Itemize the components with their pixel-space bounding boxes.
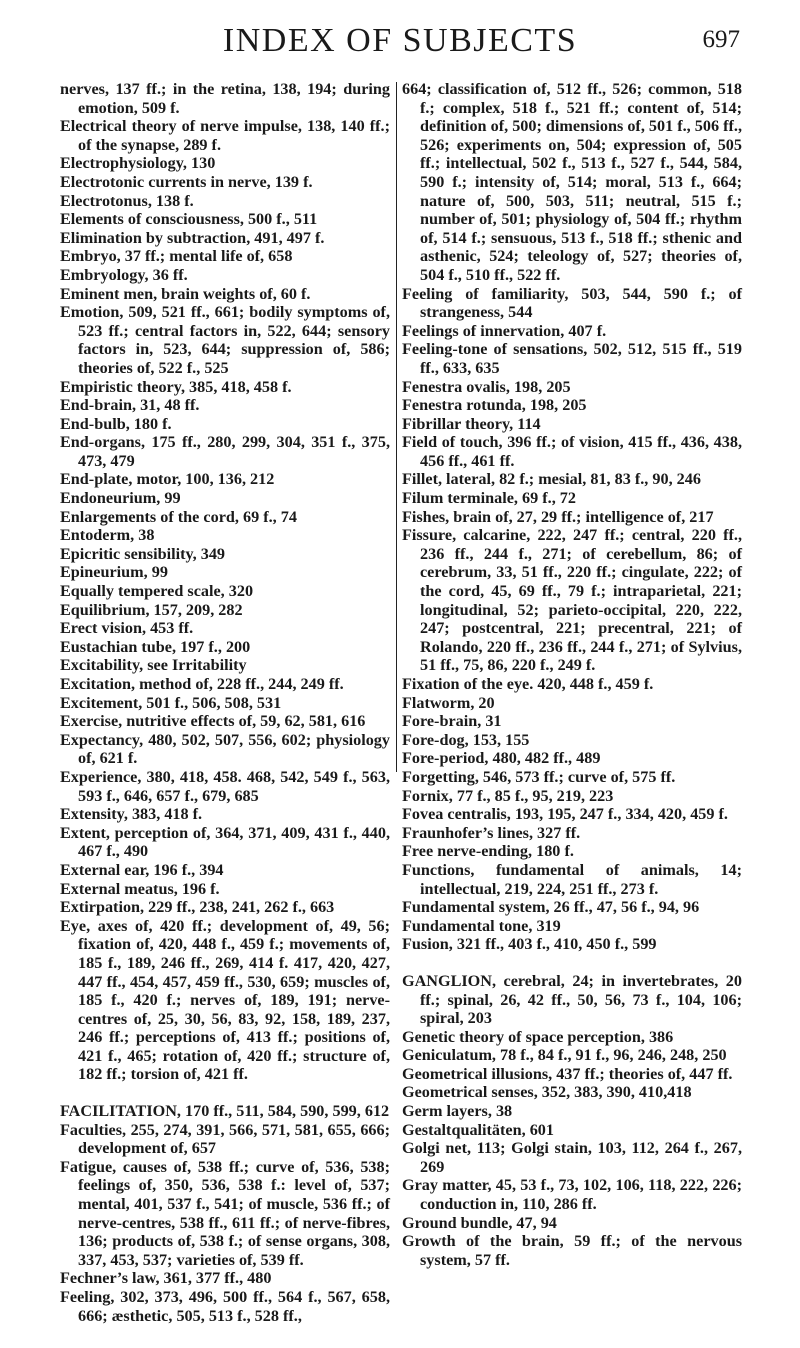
- index-entry: Genetic theory of space perception, 386: [402, 1027, 674, 1046]
- index-entry: End-brain, 31, 48 ff.: [60, 396, 200, 415]
- index-entry: Ground bundle, 47, 94: [402, 1213, 557, 1232]
- index-entry: Eye, axes of, 420 ff.; development of, 49, 56; fixation of, 420, 448 f., 459 f.; movements of, 185 f., 189, 246 ff., 269, 414 f. 417, 420, 427, 447 ff., 454, 457, 459 ff., 530, 659; muscles of, 185 f., 420 f.; nerves of, 189, 191; nerve-centres of, 25, 30, 56, 83, 92, 158, 189, 237, 246 ff.; perceptions of, 413 ff.; positions of, 421 f., 465; rotation of, 420 ff.; structure of, 182 ff.; torsion of, 421 ff.: [60, 916, 390, 1084]
- index-entry: Geniculatum, 78 f., 84 f., 91 f., 96, 246, 248, 250: [402, 1046, 727, 1065]
- index-entry: Fusion, 321 ff., 403 f., 410, 450 f., 599: [402, 935, 657, 954]
- index-entry: Excitation, method of, 228 ff., 244, 249 ff.: [60, 675, 344, 693]
- index-entry: Emotion, 509, 521 ff., 661; bodily symptoms of, 523 ff.; central factors in, 522, 644; sensory factors in, 523, 644; suppression of, 586; theories of, 522 f., 525: [60, 303, 390, 377]
- index-entry: Feeling of familiarity, 503, 544, 590 f.; of strangeness, 544: [402, 284, 742, 322]
- index-entry: Fillet, lateral, 82 f.; mesial, 81, 83 f., 90, 246: [402, 470, 701, 489]
- index-entry: Fibrillar theory, 114: [402, 414, 541, 433]
- index-entry: Embryology, 36 ff.: [60, 265, 188, 284]
- index-entry: Fenestra ovalis, 198, 205: [402, 377, 571, 396]
- left-column: [60, 80, 390, 1325]
- index-entry: Functions, fundamental of animals, 14; intellectual, 219, 224, 251 ff., 273 f.: [402, 860, 742, 898]
- index-entry: 664; classification of, 512 ff., 526; common, 518 f.; complex, 518 f., 521 ff.; content of, 514; definition of, 500; dimensions of, 501 f., 506 ff., 526; experiments on, 504; expression of, 505 ff.; intellectual, 502 f., 513 f., 527 f., 544, 584, 590 f.; intensity of, 514; moral, 513 f., 664; nature of, 500, 503, 511; neutral, 515 f.; number of, 501; physiology of, 504 ff.; rhythm of, 514 f.; sensuous, 513 f., 518 ff.; sthenic and asthenic, 524; teleology of, 527; theories of, 504 f., 510 ff., 522 ff.: [402, 80, 742, 284]
- index-entry: Forgetting, 546, 573 ff.; curve of, 575 ff.: [402, 767, 676, 786]
- index-entry: Excitability, see Irritability: [60, 656, 247, 675]
- index-entry: FACILITATION, 170 ff., 511, 584, 590, 599, 612: [60, 1102, 390, 1121]
- index-entry: Electrotonic currents in nerve, 139 f.: [60, 172, 313, 191]
- index-entry: End-bulb, 180 f.: [60, 414, 172, 433]
- page-number: 697: [702, 26, 740, 53]
- index-entry: Fore-brain, 31: [402, 712, 502, 731]
- index-entry: Empiristic theory, 385, 418, 458 f.: [60, 377, 292, 396]
- index-entry: Golgi net, 113; Golgi stain, 103, 112, 264 f., 267, 269: [402, 1139, 742, 1176]
- index-entry: Gestaltqualitäten, 601: [402, 1120, 554, 1139]
- index-entry: Free nerve-ending, 180 f.: [402, 842, 574, 861]
- index-entry: Fissure, calcarine, 222, 247 ff.; central, 220 ff., 236 ff., 244 f., 271; of cerebellum, 86; of cerebrum, 33, 51 ff., 220 ff.; cingulate, 222; of the cord, 45, 69 ff., 79 f.; intraparietal, 221; longitudinal, 52; parieto-occipital, 220, 222, 247; postcentral, 221; precentral, 221; of Rolando, 220 ff., 236 ff., 244 f., 271; of Sylvius, 51 ff., 75, 86, 220 f., 249 f.: [402, 526, 742, 675]
- index-entry: Electrotonus, 138 f.: [60, 191, 194, 210]
- index-entry: Elimination by subtraction, 491, 497 f.: [60, 228, 325, 247]
- index-entry: GANGLION, cerebral, 24; in invertebrates, 20 ff.; spinal, 26, 42 ff., 50, 56, 73 f., 104, 106; spiral, 203: [402, 971, 742, 1028]
- index-entry: Fore-dog, 153, 155: [402, 730, 530, 749]
- index-entry: Fundamental tone, 319: [402, 916, 561, 935]
- index-entry: Fornix, 77 f., 85 f., 95, 219, 223: [402, 786, 614, 805]
- index-entry: Filum terminale, 69 f., 72: [402, 489, 576, 508]
- index-entry: Feeling, 302, 373, 496, 500 ff., 564 f., 567, 658, 666; æsthetic, 505, 513 f., 528 ff.,: [60, 1288, 390, 1325]
- column-divider: [396, 82, 397, 772]
- index-entry: Feeling-tone of sensations, 502, 512, 515 ff., 519 ff., 633, 635: [402, 340, 742, 377]
- index-entry: Fore-period, 480, 482 ff., 489: [402, 749, 601, 768]
- index-entry: Electrophysiology, 130: [60, 154, 216, 173]
- index-entry: Flatworm, 20: [402, 693, 495, 712]
- index-entry: Fatigue, causes of, 538 ff.; curve of, 536, 538; feelings of, 350, 536, 538 f.: level of, 537; mental, 401, 537 f., 541; of muscle, 536 ff.; of nerve-centres, 538 ff., 611 ff.; of nerve-fibres, 136; products of, 538 f.; of sense organs, 308, 337, 453, 537; varieties of, 539 ff.: [60, 1157, 390, 1269]
- index-entry: Fechner’s law, 361, 377 ff., 480: [60, 1269, 272, 1288]
- index-entry: Endoneurium, 99: [60, 489, 181, 508]
- index-entry: Geometrical senses, 352, 383, 390, 410,418: [402, 1083, 692, 1102]
- index-entry: Experience, 380, 418, 458. 468, 542, 549 f., 563, 593 f., 646, 657 f., 679, 685: [60, 767, 390, 805]
- index-entry: Embryo, 37 ff.; mental life of, 658: [60, 247, 293, 266]
- index-entry: Eustachian tube, 197 f., 200: [60, 637, 251, 656]
- index-entry: Growth of the brain, 59 ff.; of the nervous system, 57 ff.: [402, 1232, 742, 1269]
- section-gap: [60, 1084, 390, 1102]
- index-entry: Fraunhofer’s lines, 327 ff.: [402, 823, 581, 842]
- index-entry: External meatus, 196 f.: [60, 879, 220, 898]
- index-entry: Extensity, 383, 418 f.: [60, 805, 203, 824]
- index-columns: [60, 80, 760, 1330]
- index-entry: Enlargements of the cord, 69 f., 74: [60, 507, 297, 526]
- index-entry: Expectancy, 480, 502, 507, 556, 602; physiology of, 621 f.: [60, 730, 390, 768]
- index-entry: Germ layers, 38: [402, 1102, 513, 1121]
- index-entry: End-organs, 175 ff., 280, 299, 304, 351 f., 375, 473, 479: [60, 433, 390, 470]
- index-entry: Epineurium, 99: [60, 563, 168, 582]
- index-entry: Elements of consciousness, 500 f., 511: [60, 210, 318, 229]
- index-entry: Eminent men, brain weights of, 60 f.: [60, 284, 311, 303]
- index-entry: Exercise, nutritive effects of, 59, 62, 581, 616: [60, 712, 366, 731]
- index-entry: External ear, 196 f., 394: [60, 860, 224, 879]
- index-entry: End-plate, motor, 100, 136, 212: [60, 470, 275, 489]
- index-entry: Faculties, 255, 274, 391, 566, 571, 581, 655, 666; development of, 657: [60, 1120, 390, 1158]
- index-entry: Extent, perception of, 364, 371, 409, 431 f., 440, 467 f., 490: [60, 823, 390, 861]
- index-entry: Field of touch, 396 ff.; of vision, 415 ff., 436, 438, 456 ff., 461 ff.: [402, 433, 742, 470]
- index-entry: Geometrical illusions, 437 ff.; theories of, 447 ff.: [402, 1064, 733, 1083]
- index-entry: Equally tempered scale, 320: [60, 582, 254, 601]
- index-entry: Excitement, 501 f., 506, 508, 531: [60, 693, 282, 712]
- index-entry: Fovea centralis, 193, 195, 247 f., 334, 420, 459 f.: [402, 805, 728, 824]
- index-entry: Fixation of the eye. 420, 448 f., 459 f.: [402, 675, 654, 693]
- index-entry: Fundamental system, 26 ff., 47, 56 f., 94, 96: [402, 898, 700, 917]
- index-entry: Erect vision, 453 ff.: [60, 619, 194, 638]
- index-entry: Fishes, brain of, 27, 29 ff.; intelligence of, 217: [402, 507, 714, 526]
- index-entry: Fenestra rotunda, 198, 205: [402, 396, 587, 415]
- index-entry: Entoderm, 38: [60, 526, 155, 545]
- index-entry: Epicritic sensibility, 349: [60, 544, 226, 563]
- running-title: INDEX OF SUBJECTS: [222, 22, 578, 59]
- index-entry: Gray matter, 45, 53 f., 73, 102, 106, 118, 222, 226; conduction in, 110, 286 ff.: [402, 1176, 742, 1214]
- right-column: [402, 80, 742, 1269]
- page-header: [60, 22, 740, 62]
- section-gap: [402, 954, 742, 972]
- index-entry: Electrical theory of nerve impulse, 138, 140 ff.; of the synapse, 289 f.: [60, 117, 390, 154]
- index-entry: nerves, 137 ff.; in the retina, 138, 194; during emotion, 509 f.: [60, 80, 390, 117]
- index-entry: Extirpation, 229 ff., 238, 241, 262 f., 663: [60, 898, 335, 917]
- index-entry: Equilibrium, 157, 209, 282: [60, 600, 243, 619]
- index-entry: Feelings of innervation, 407 f.: [402, 321, 607, 340]
